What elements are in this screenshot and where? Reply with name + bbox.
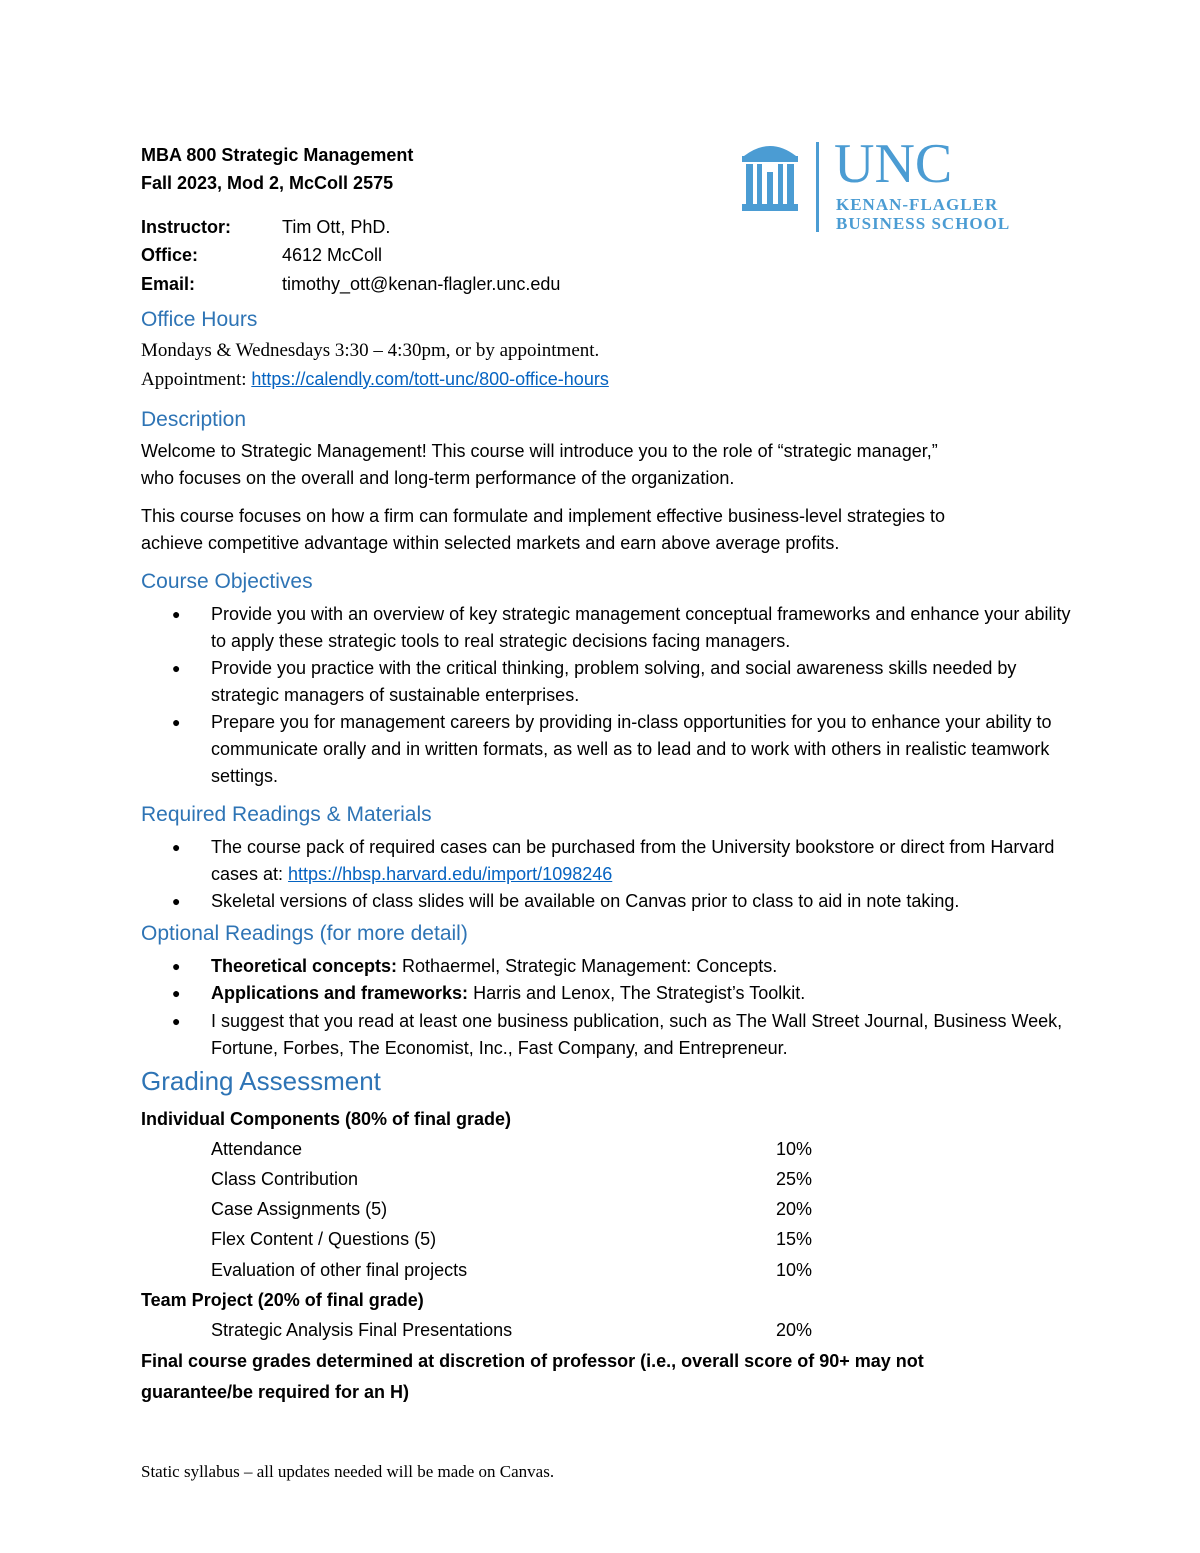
- optional-item-1: [211, 953, 1071, 980]
- optional-item-3: I suggest that you read at least one business publication, such as The Wall Street Journal, Business Week, Fortune, Forbes, The Economist, Inc., Fast Company, and Entrepreneur.: [211, 1011, 1063, 1058]
- final-grades-line1: Final course grades determined at discretion of professor (i.e., overall score of 90+ may not: [141, 1351, 924, 1371]
- grade-row-label: Evaluation of other final projects: [211, 1260, 468, 1280]
- grade-row-label: Attendance: [211, 1139, 303, 1159]
- logo-unc: UNC: [834, 133, 953, 195]
- description-para2-line1: This course focuses on how a firm can formulate and implement effective business-level strategies to: [141, 506, 946, 526]
- grade-row-pct: 25%: [776, 1169, 813, 1189]
- old-well-icon: [740, 140, 800, 216]
- course-term: Fall 2023, Mod 2, McColl 2575: [141, 173, 394, 193]
- description-para1-line1: Welcome to Strategic Management! This course will introduce you to the role of “strategic manager,”: [141, 441, 938, 461]
- logo-line2: BUSINESS SCHOOL: [836, 214, 1011, 233]
- grade-row-label: Flex Content / Questions (5): [211, 1229, 437, 1249]
- optional-item-2-bold: Applications and frameworks:: [211, 983, 469, 1003]
- grade-row-pct: 10%: [776, 1139, 813, 1159]
- grade-row-pct: 20%: [776, 1320, 813, 1340]
- office-hours-schedule: Mondays & Wednesdays 3:30 – 4:30pm, or by appointment.: [141, 340, 600, 361]
- appointment-link[interactable]: https://calendly.com/tott-unc/800-office-hours: [251, 369, 609, 389]
- bullet-icon: ●: [172, 893, 181, 909]
- instructor-label: Instructor:: [141, 217, 231, 237]
- grade-row-pct: 20%: [776, 1199, 813, 1219]
- office-label: Office:: [141, 245, 199, 265]
- grade-row-pct: 15%: [776, 1229, 813, 1249]
- required-item-2: Skeletal versions of class slides will be available on Canvas prior to class to aid in note taking.: [211, 891, 960, 911]
- course-title: MBA 800 Strategic Management: [141, 145, 414, 165]
- required-item-1-text: The course pack of required cases can be purchased from the University bookstore or direct from Harvard cases at:: [211, 837, 1055, 884]
- bullet-icon: ●: [172, 1013, 181, 1029]
- bullet-icon: ●: [172, 985, 181, 1001]
- bullet-icon: ●: [172, 839, 181, 855]
- description-para2-line2: achieve competitive advantage within selected markets and earn above average profits.: [141, 533, 840, 553]
- objective-item: Prepare you for management careers by providing in-class opportunities for you to enhance your ability to communicate orally and in written formats, as well as to lead and to work with others in realistic teamwork settings.: [211, 712, 1052, 786]
- bullet-icon: ●: [172, 958, 181, 974]
- team-heading: Team Project (20% of final grade): [141, 1290, 424, 1310]
- grade-row-label: Case Assignments (5): [211, 1199, 388, 1219]
- optional-item-2-text: Harris and Lenox, The Strategist’s Toolkit.: [468, 983, 806, 1003]
- objective-item: Provide you with an overview of key strategic management conceptual frameworks and enhance your ability to apply these strategic tools to real strategic decisions facing managers.: [211, 604, 1071, 651]
- description-heading: Description: [141, 408, 247, 431]
- grade-row-label: Class Contribution: [211, 1169, 359, 1189]
- email-label: Email:: [141, 274, 196, 294]
- appointment-label: Appointment:: [141, 369, 252, 390]
- final-grades-line2: guarantee/be required for an H): [141, 1382, 410, 1402]
- logo-divider: [816, 142, 819, 232]
- appointment-line: [141, 365, 609, 394]
- office-hours-heading: Office Hours: [141, 308, 258, 331]
- grading-heading: Grading Assessment: [141, 1066, 381, 1096]
- grade-row-label: Strategic Analysis Final Presentations: [211, 1320, 513, 1340]
- optional-item-2: [211, 980, 1071, 1007]
- footer-note: Static syllabus – all updates needed will be made on Canvas.: [141, 1462, 555, 1481]
- bullet-icon: ●: [172, 660, 181, 676]
- required-item-1: [211, 834, 1071, 888]
- bullet-icon: ●: [172, 606, 181, 622]
- unc-logo: [740, 133, 1060, 240]
- logo-line1: KENAN-FLAGLER: [836, 195, 999, 214]
- description-para1-line2: who focuses on the overall and long-term performance of the organization.: [141, 468, 735, 488]
- objectives-heading: Course Objectives: [141, 570, 313, 593]
- email-value: timothy_ott@kenan-flagler.unc.edu: [282, 274, 561, 294]
- instructor-value: Tim Ott, PhD.: [282, 217, 391, 237]
- required-heading: Required Readings & Materials: [141, 803, 432, 826]
- individual-heading: Individual Components (80% of final grade): [141, 1109, 512, 1129]
- optional-heading: Optional Readings (for more detail): [141, 922, 468, 945]
- objective-item: Provide you practice with the critical thinking, problem solving, and social awareness skills needed by strategic managers of sustainable enterprises.: [211, 658, 1017, 705]
- optional-item-1-bold: Theoretical concepts:: [211, 956, 398, 976]
- office-value: 4612 McColl: [282, 245, 383, 265]
- bullet-icon: ●: [172, 714, 181, 730]
- optional-item-1-text: Rothaermel, Strategic Management: Concepts.: [397, 956, 778, 976]
- grade-row-pct: 10%: [776, 1260, 813, 1280]
- hbsp-link[interactable]: https://hbsp.harvard.edu/import/1098246: [288, 864, 613, 884]
